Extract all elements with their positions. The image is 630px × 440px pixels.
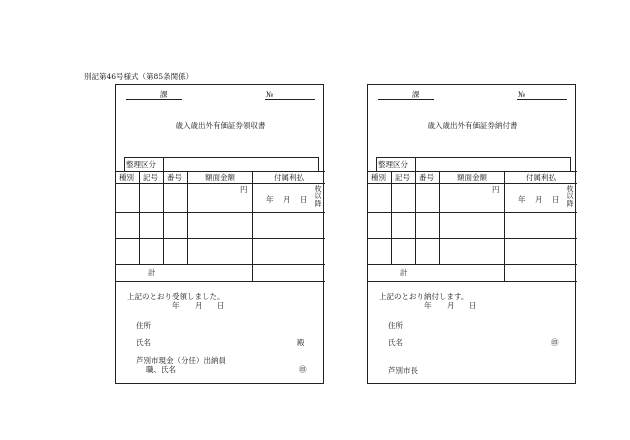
- seal-mark: ㊞: [299, 365, 307, 374]
- vertical-char: 枚: [566, 185, 574, 193]
- header-fuzoku: 付属利払: [274, 173, 304, 182]
- col-divider-2: [415, 171, 416, 264]
- total-bottom-line: [116, 281, 325, 282]
- name-label: 氏名: [388, 338, 403, 347]
- official-name-label: 職、氏名: [146, 365, 176, 374]
- statement-nen: 年: [424, 301, 432, 310]
- table-top-line: [368, 171, 577, 172]
- header-kigo: 記号: [143, 173, 158, 182]
- seiri-left-line: [376, 157, 377, 171]
- seal-mark: ㊞: [551, 338, 559, 347]
- number-underline: [517, 99, 567, 100]
- statement-tsuki: 月: [447, 301, 455, 310]
- date-nen: 年: [266, 195, 274, 204]
- col-divider-2: [163, 171, 164, 264]
- address-label: 住所: [136, 321, 151, 330]
- header-bottom-line: [368, 183, 577, 184]
- header-kigo: 記号: [395, 173, 410, 182]
- total-label: 計: [148, 268, 156, 277]
- header-shubetsu: 種別: [371, 173, 386, 182]
- total-label: 計: [400, 268, 408, 277]
- official-title: 芦別市現金（分任）出納員: [136, 356, 226, 365]
- vertical-char: 降: [566, 199, 574, 208]
- form-title: 歳入歳出外有価証券納付書: [427, 121, 518, 130]
- header-shubetsu: 種別: [119, 173, 134, 182]
- seiri-top-line: [376, 157, 570, 158]
- seiri-right-line: [318, 157, 319, 171]
- row3-bottom-line: [368, 264, 577, 265]
- statement-hi: 日: [469, 301, 477, 310]
- vertical-char: 以: [566, 192, 574, 201]
- vertical-char: 降: [314, 199, 322, 208]
- honorific-dono: 殿: [297, 338, 305, 347]
- date-tsuki: 月: [535, 195, 543, 204]
- row1-bottom-line: [368, 212, 577, 213]
- header-fuzoku: 付属利払: [526, 173, 556, 182]
- ka-underline: [126, 99, 182, 100]
- vertical-mai-ikou: [314, 186, 322, 208]
- mayor-title: 芦別市長: [388, 366, 418, 375]
- name-label: 氏名: [136, 338, 151, 347]
- header-gakumen: 額面金額: [457, 173, 487, 182]
- statement-tsuki: 月: [195, 301, 203, 310]
- form-caption: 別記第46号様式（第85条関係）: [84, 72, 194, 81]
- yen-label: 円: [240, 185, 248, 194]
- seiri-left-line: [124, 157, 125, 171]
- ka-label: 課: [412, 90, 420, 99]
- vertical-mai-ikou: [566, 186, 574, 208]
- number-underline: [265, 99, 315, 100]
- header-gakumen: 額面金額: [205, 173, 235, 182]
- col-divider-4: [504, 171, 505, 281]
- row2-bottom-line: [116, 238, 325, 239]
- seiri-divider: [415, 157, 416, 171]
- col-divider-1: [139, 171, 140, 264]
- col-divider-4: [252, 171, 253, 281]
- number-label: №: [518, 90, 526, 99]
- seiri-label: 整理区分: [126, 160, 156, 169]
- seiri-label: 整理区分: [378, 160, 408, 169]
- row1-bottom-line: [116, 212, 325, 213]
- date-hi: 日: [552, 195, 560, 204]
- ka-label: 課: [160, 90, 168, 99]
- seiri-divider: [163, 157, 164, 171]
- header-bango: 番号: [167, 173, 182, 182]
- statement: 上記のとおり受領しました。: [127, 292, 225, 301]
- date-tsuki: 月: [283, 195, 291, 204]
- date-hi: 日: [300, 195, 308, 204]
- payment-form: [367, 84, 576, 384]
- statement: 上記のとおり納付します。: [379, 292, 469, 301]
- header-bottom-line: [116, 183, 325, 184]
- receipt-form: [115, 84, 324, 384]
- seiri-top-line: [124, 157, 318, 158]
- total-bottom-line: [368, 281, 577, 282]
- header-bango: 番号: [419, 173, 434, 182]
- number-label: №: [266, 90, 274, 99]
- statement-nen: 年: [172, 301, 180, 310]
- ka-underline: [378, 99, 434, 100]
- row2-bottom-line: [368, 238, 577, 239]
- seiri-right-line: [570, 157, 571, 171]
- date-nen: 年: [518, 195, 526, 204]
- col-divider-3: [439, 171, 440, 264]
- address-label: 住所: [388, 321, 403, 330]
- statement-hi: 日: [217, 301, 225, 310]
- col-divider-3: [187, 171, 188, 264]
- form-title: 歳入歳出外有価証券領収書: [175, 121, 266, 130]
- yen-label: 円: [492, 185, 500, 194]
- table-top-line: [116, 171, 325, 172]
- vertical-char: 以: [314, 192, 322, 201]
- vertical-char: 枚: [314, 185, 322, 193]
- col-divider-1: [391, 171, 392, 264]
- row3-bottom-line: [116, 264, 325, 265]
